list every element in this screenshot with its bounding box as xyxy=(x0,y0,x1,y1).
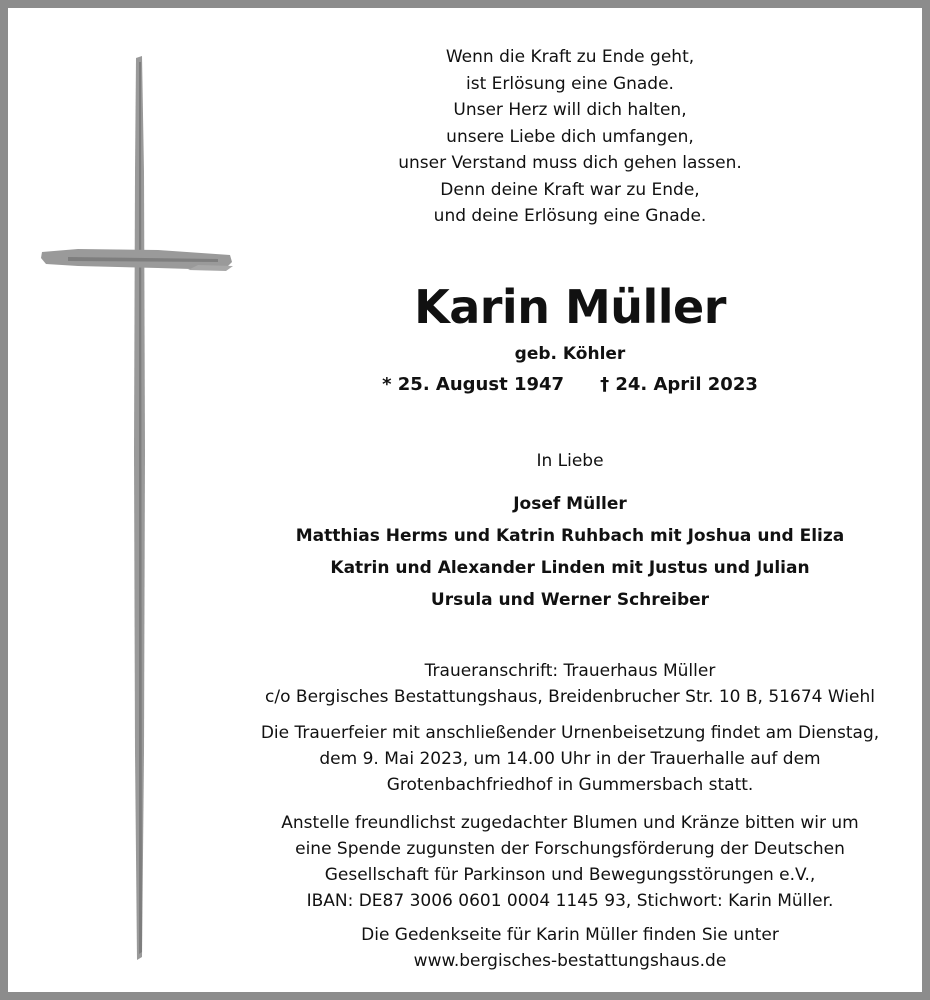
deceased-name: Karin Müller xyxy=(414,280,726,334)
poem-line: und deine Erlösung eine Gnade. xyxy=(433,206,707,226)
poem xyxy=(238,44,902,230)
donation-line: Gesellschaft für Parkinson und Bewegungsstörungen e.V., xyxy=(324,865,816,885)
mourners-intro: In Liebe xyxy=(536,451,604,471)
mourner: Ursula und Werner Schreiber xyxy=(430,590,710,610)
donation-line: Anstelle freundlichst zugedachter Blumen und Kränze bitten wir um xyxy=(281,813,859,833)
birth-date: * 25. August 1947 xyxy=(382,374,565,395)
address-line: c/o Bergisches Bestattungshaus, Breidenbrucher Str. 10 B, 51674 Wiehl xyxy=(265,687,875,707)
poem-line: unsere Liebe dich umfangen, xyxy=(446,126,694,147)
birth-name: geb. Köhler xyxy=(514,344,626,364)
death-date: † 24. April 2023 xyxy=(600,374,758,395)
ceremony-line: Grotenbachfriedhof in Gummersbach statt. xyxy=(386,775,754,795)
address-line: Traueranschrift: Trauerhaus Müller xyxy=(424,661,716,681)
ceremony-line: dem 9. Mai 2023, um 14.00 Uhr in der Trauerhalle auf dem xyxy=(319,749,821,769)
poem-line: Unser Herz will dich halten, xyxy=(453,100,687,120)
mourner: Katrin und Alexander Linden mit Justus und Julian xyxy=(330,558,810,578)
mourning-address xyxy=(238,658,902,710)
memorial-url: www.bergisches-bestattungshaus.de xyxy=(413,951,727,971)
memorial-page-info xyxy=(238,922,902,974)
mourner: Matthias Herms und Katrin Ruhbach mit Joshua und Eliza xyxy=(295,526,845,546)
poem-line: ist Erlösung eine Gnade. xyxy=(466,73,674,94)
mourners-list xyxy=(238,488,902,616)
ceremony-line: Die Trauerfeier mit anschließender Urnenbeisetzung findet am Dienstag, xyxy=(260,723,880,743)
mourner: Josef Müller xyxy=(513,494,627,514)
memorial-line: Die Gedenkseite für Karin Müller finden Sie unter xyxy=(361,925,779,945)
donation-info xyxy=(238,810,902,914)
poem-line: unser Verstand muss dich gehen lassen. xyxy=(398,153,742,173)
donation-line: eine Spende zugunsten der Forschungsförderung der Deutschen xyxy=(295,839,845,859)
poem-line: Denn deine Kraft war zu Ende, xyxy=(440,179,700,200)
cross-icon xyxy=(38,52,238,972)
poem-line: Wenn die Kraft zu Ende geht, xyxy=(445,47,695,67)
ceremony-info xyxy=(238,720,902,798)
life-dates xyxy=(238,374,902,395)
donation-line: IBAN: DE87 3006 0601 0004 1145 93, Stichwort: Karin Müller. xyxy=(306,891,834,911)
